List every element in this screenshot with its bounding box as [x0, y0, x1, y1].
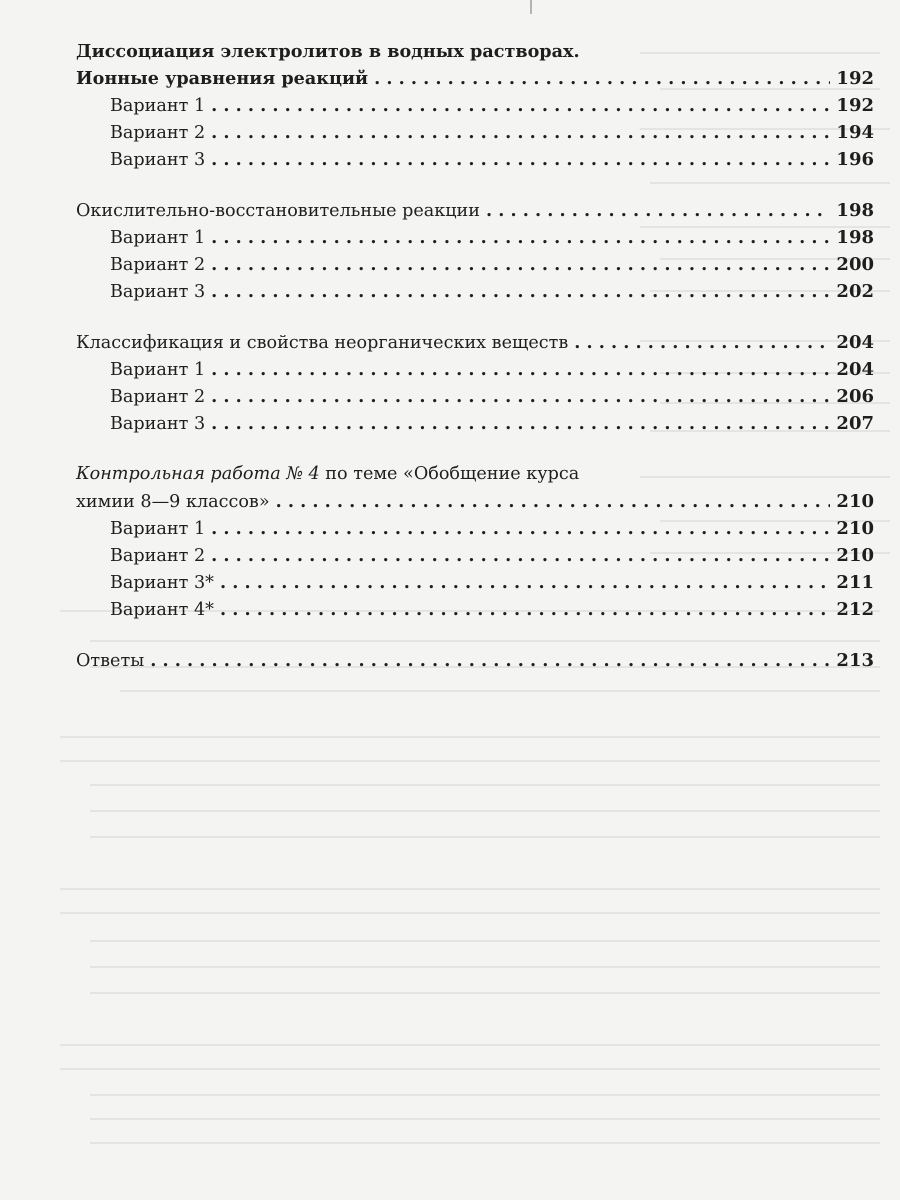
toc-entry-title: химии 8—9 классов» [76, 492, 270, 512]
toc-variant-entry[interactable] [76, 515, 874, 542]
toc-entry[interactable] [76, 647, 874, 674]
page-number: 198 [836, 200, 874, 221]
toc-heading [76, 461, 579, 488]
variant-label: Вариант 3 [110, 150, 206, 170]
variant-label: Вариант 2 [110, 255, 206, 275]
page-number: 196 [836, 149, 874, 170]
toc-entry-title: Окислительно-восстановительные реакции [76, 201, 481, 221]
variant-label: Вариант 2 [110, 387, 206, 407]
test-topic: по теме «Обобщение курса [319, 464, 580, 484]
toc-entry[interactable] [76, 197, 874, 224]
toc-variant-entry[interactable] [76, 383, 874, 410]
page-number: 212 [836, 599, 874, 620]
toc-variant-entry[interactable] [76, 146, 874, 173]
toc-section [76, 329, 874, 437]
toc-heading: Диссоциация электролитов в водных растворах. [76, 41, 580, 62]
dot-leader [211, 251, 830, 278]
dot-leader [211, 278, 830, 305]
toc-variant-entry[interactable] [76, 596, 874, 623]
toc-heading-line [76, 461, 874, 488]
page-number: 192 [836, 68, 874, 89]
toc-section [76, 38, 874, 173]
test-label: Контрольная работа № 4 [76, 464, 320, 484]
dot-leader [211, 542, 830, 569]
variant-label: Вариант 1 [110, 360, 206, 380]
page-number: 206 [836, 386, 874, 407]
toc-entry[interactable] [76, 488, 874, 515]
page-number: 200 [836, 254, 874, 275]
page-number: 198 [836, 227, 874, 248]
variant-label: Вариант 3 [110, 414, 206, 434]
page-number: 204 [836, 332, 874, 353]
dot-leader [211, 224, 830, 251]
dot-leader [211, 515, 830, 542]
variant-label: Вариант 1 [110, 228, 206, 248]
page-number: 210 [836, 518, 874, 539]
dot-leader [211, 410, 830, 437]
variant-label: Вариант 1 [110, 519, 206, 539]
dot-leader [211, 383, 830, 410]
toc-entry[interactable] [76, 329, 874, 356]
dot-leader [486, 197, 830, 224]
toc-variant-entry[interactable] [76, 569, 874, 596]
dot-leader [276, 488, 830, 515]
page-number: 210 [836, 545, 874, 566]
toc-entry[interactable] [76, 65, 874, 92]
dot-leader [211, 92, 830, 119]
variant-label: Вариант 3* [110, 573, 214, 593]
dot-leader [220, 596, 830, 623]
toc-heading-line [76, 38, 874, 65]
toc-variant-entry[interactable] [76, 410, 874, 437]
toc-variant-entry[interactable] [76, 356, 874, 383]
dot-leader [211, 146, 830, 173]
toc-variant-entry[interactable] [76, 278, 874, 305]
dot-leader [220, 569, 830, 596]
page-number: 210 [836, 491, 874, 512]
dot-leader [211, 119, 830, 146]
page-number: 204 [836, 359, 874, 380]
variant-label: Вариант 1 [110, 96, 206, 116]
page-edge-mark [530, 0, 532, 14]
variant-label: Вариант 2 [110, 123, 206, 143]
toc-section [76, 197, 874, 305]
page-number: 213 [836, 650, 874, 671]
toc-variant-entry[interactable] [76, 92, 874, 119]
toc-section [76, 647, 874, 674]
page-number: 211 [836, 572, 874, 593]
toc-variant-entry[interactable] [76, 119, 874, 146]
variant-label: Вариант 3 [110, 282, 206, 302]
toc-entry-title: Ионные уравнения реакций [76, 68, 369, 89]
table-of-contents [76, 38, 874, 698]
variant-label: Вариант 4* [110, 600, 214, 620]
page-number: 207 [836, 413, 874, 434]
page-number: 194 [836, 122, 874, 143]
dot-leader [574, 329, 830, 356]
toc-variant-entry[interactable] [76, 542, 874, 569]
toc-variant-entry[interactable] [76, 224, 874, 251]
toc-entry-title: Классификация и свойства неорганических веществ [76, 333, 569, 353]
toc-variant-entry[interactable] [76, 251, 874, 278]
toc-entry-title: Ответы [76, 651, 145, 671]
variant-label: Вариант 2 [110, 546, 206, 566]
dot-leader [211, 356, 830, 383]
toc-section [76, 461, 874, 623]
dot-leader [150, 647, 830, 674]
page-number: 202 [836, 281, 874, 302]
dot-leader [374, 65, 830, 92]
page-number: 192 [836, 95, 874, 116]
